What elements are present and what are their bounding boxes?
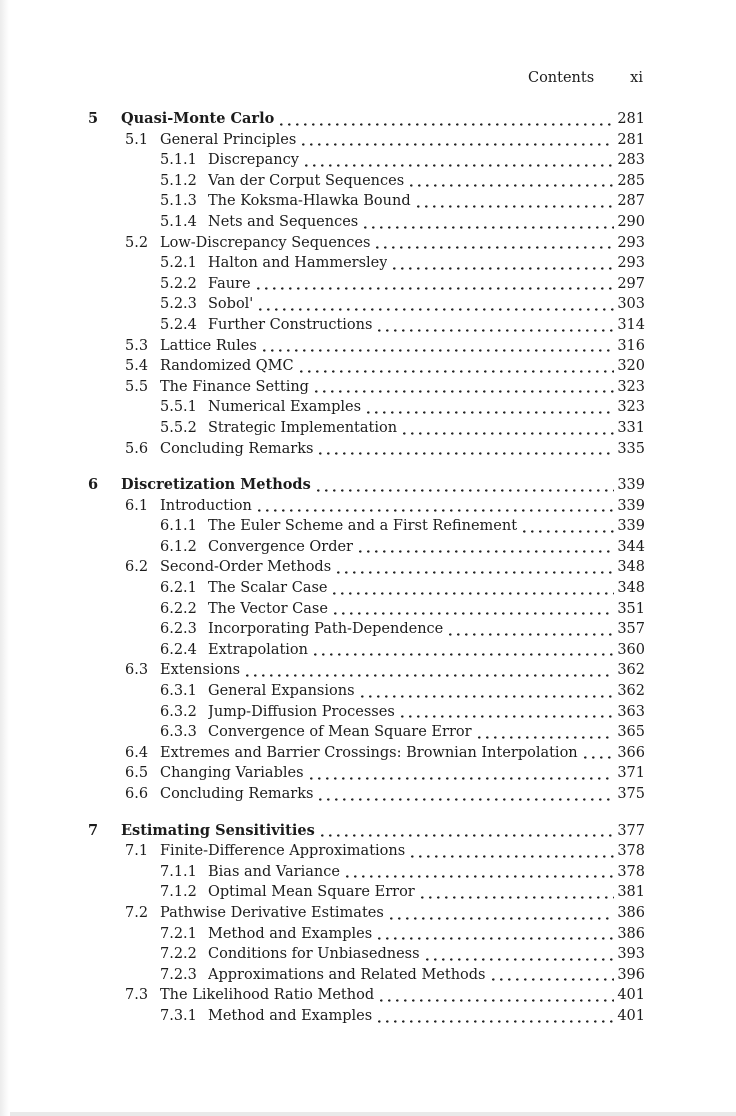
entry-page-number: 323 (617, 399, 645, 416)
entry-page-number: 339 (617, 477, 645, 494)
entry-page-number: 339 (617, 497, 645, 514)
entry-title: The Likelihood Ratio Method (160, 987, 375, 1004)
toc-entry (88, 418, 645, 439)
entry-number: 7.1.2 (160, 884, 197, 901)
entry-title: General Expansions (208, 683, 355, 700)
entry-title: Jump-Diffusion Processes (208, 703, 395, 720)
dot-leader (257, 274, 615, 295)
entry-number: 7.2 (125, 904, 149, 921)
entry-number: 5.1.3 (160, 193, 197, 210)
dot-leader (378, 315, 614, 336)
toc-entry (88, 862, 645, 883)
entry-page-number: 357 (617, 621, 645, 638)
entry-number: 7.2.3 (160, 966, 197, 983)
dot-leader (314, 640, 614, 661)
entry-number: 5.2.3 (160, 296, 197, 313)
dot-leader (380, 985, 614, 1006)
toc-entry (88, 294, 645, 315)
entry-title: Changing Variables (160, 765, 304, 782)
dot-leader (426, 944, 615, 965)
toc (88, 109, 645, 1027)
entry-page-number: 285 (617, 172, 645, 189)
dot-leader (523, 516, 614, 537)
toc-entry (88, 578, 645, 599)
dot-leader (305, 150, 614, 171)
entry-page-number: 348 (617, 580, 645, 597)
page-edge-shadow-left (0, 0, 9, 1116)
dot-leader (401, 702, 615, 723)
toc-entry (88, 702, 645, 723)
entry-number: 6.3 (125, 662, 149, 679)
chapter-block (88, 821, 645, 1027)
toc-entry (88, 439, 645, 460)
entry-number: 6.5 (125, 765, 149, 782)
entry-page-number: 281 (617, 131, 645, 148)
entry-page-number: 386 (617, 904, 645, 921)
toc-entry (88, 475, 645, 496)
entry-title: The Koksma-Hlawka Bound (208, 193, 411, 210)
entry-page-number: 335 (617, 440, 645, 457)
entry-title: The Finance Setting (160, 378, 309, 395)
entry-page-number: 362 (617, 662, 645, 679)
entry-page-number: 396 (617, 966, 645, 983)
entry-number: 7.2.2 (160, 946, 197, 963)
dot-leader (449, 619, 614, 640)
entry-number: 6.2.4 (160, 641, 197, 658)
toc-entry (88, 233, 645, 254)
dot-leader (310, 763, 615, 784)
entry-title: The Scalar Case (208, 580, 328, 597)
entry-title: Lattice Rules (160, 337, 257, 354)
toc-entry (88, 784, 645, 805)
dot-leader (393, 253, 614, 274)
dot-leader (302, 130, 614, 151)
dot-leader (258, 496, 614, 517)
dot-leader (317, 475, 615, 496)
entry-title: Introduction (160, 497, 252, 514)
entry-number: 5.5.1 (160, 399, 197, 416)
entry-page-number: 320 (617, 358, 645, 375)
entry-title: Finite-Difference Approximations (160, 843, 406, 860)
toc-entry (88, 397, 645, 418)
entry-number: 5.4 (125, 358, 149, 375)
entry-number: 5.1.4 (160, 213, 197, 230)
entry-title: Discrepancy (208, 152, 299, 169)
toc-entry (88, 253, 645, 274)
toc-entry (88, 109, 645, 130)
entry-page-number: 365 (617, 724, 645, 741)
dot-leader (584, 743, 615, 764)
entry-title: Halton and Hammersley (208, 255, 388, 272)
entry-page-number: 303 (617, 296, 645, 313)
entry-page-number: 371 (617, 765, 645, 782)
entry-page-number: 314 (617, 316, 645, 333)
entry-number: 6.2 (125, 559, 149, 576)
toc-entry (88, 821, 645, 842)
entry-title: Extensions (160, 662, 241, 679)
entry-page-number: 323 (617, 378, 645, 395)
toc-entry (88, 377, 645, 398)
entry-title: Convergence of Mean Square Error (208, 724, 472, 741)
toc-entry (88, 1006, 645, 1027)
dot-leader (376, 233, 614, 254)
entry-number: 6.3.3 (160, 724, 197, 741)
dot-leader (315, 377, 614, 398)
entry-title: Sobol' (208, 296, 254, 313)
entry-number: 6.2.1 (160, 580, 197, 597)
entry-page-number: 339 (617, 518, 645, 535)
entry-page-number: 362 (617, 683, 645, 700)
entry-number: 5.2.4 (160, 316, 197, 333)
toc-entry (88, 557, 645, 578)
dot-leader (319, 439, 614, 460)
entry-number: 6.2.2 (160, 600, 197, 617)
entry-page-number: 293 (617, 234, 645, 251)
entry-title: Approximations and Related Methods (208, 966, 486, 983)
entry-title: Concluding Remarks (160, 440, 314, 457)
entry-page-number: 401 (617, 987, 645, 1004)
entry-title: Conditions for Unbiasedness (208, 946, 420, 963)
chapter-block (88, 109, 645, 459)
toc-entry (88, 965, 645, 986)
toc-entry (88, 315, 645, 336)
entry-number: 5.5.2 (160, 419, 197, 436)
entry-number: 7.1 (125, 843, 149, 860)
entry-page-number: 401 (617, 1007, 645, 1024)
entry-page-number: 348 (617, 559, 645, 576)
entry-number: 5.1.1 (160, 152, 197, 169)
entry-page-number: 287 (617, 193, 645, 210)
toc-entry (88, 924, 645, 945)
entry-number: 6.1.1 (160, 518, 197, 535)
toc-entry (88, 191, 645, 212)
dot-leader (390, 903, 615, 924)
entry-page-number: 366 (617, 744, 645, 761)
dot-leader (246, 660, 614, 681)
running-head-title: Contents (527, 70, 595, 86)
entry-page-number: 360 (617, 641, 645, 658)
chapter-block (88, 475, 645, 805)
entry-title: Bias and Variance (208, 863, 340, 880)
entry-title: Further Constructions (208, 316, 373, 333)
entry-title: Method and Examples (208, 1007, 373, 1024)
entry-title: Numerical Examples (208, 399, 362, 416)
dot-leader (411, 841, 614, 862)
toc-entry (88, 537, 645, 558)
entry-number: 7.3.1 (160, 1007, 197, 1024)
entry-number: 6.1.2 (160, 538, 197, 555)
toc-entry (88, 944, 645, 965)
entry-title: Pathwise Derivative Estimates (160, 904, 384, 921)
entry-number: 6.1 (125, 497, 149, 514)
entry-title: Extrapolation (208, 641, 308, 658)
dot-leader (378, 924, 614, 945)
entry-number: 7 (88, 821, 99, 839)
dot-leader (410, 171, 614, 192)
entry-title: Randomized QMC (160, 358, 294, 375)
entry-page-number: 378 (617, 843, 645, 860)
entry-page-number: 378 (617, 863, 645, 880)
entry-title: Quasi-Monte Carlo (121, 110, 275, 127)
dot-leader (263, 336, 615, 357)
entry-title: Incorporating Path-Dependence (208, 621, 444, 638)
entry-title: Faure (208, 275, 251, 292)
entry-number: 5.5 (125, 378, 149, 395)
entry-title: The Vector Case (208, 600, 328, 617)
entry-number: 6 (88, 476, 99, 494)
toc-entry (88, 130, 645, 151)
toc-entry (88, 841, 645, 862)
dot-leader (367, 397, 614, 418)
toc-entry (88, 496, 645, 517)
entry-title: Optimal Mean Square Error (208, 884, 415, 901)
entry-number: 7.3 (125, 987, 149, 1004)
entry-title: Second-Order Methods (160, 559, 332, 576)
entry-number: 6.3.1 (160, 683, 197, 700)
dot-leader (280, 109, 614, 130)
toc-entry (88, 150, 645, 171)
dot-leader (321, 821, 615, 842)
entry-page-number: 344 (617, 538, 645, 555)
dot-leader (421, 882, 615, 903)
entry-title: Concluding Remarks (160, 786, 314, 802)
toc-entry (88, 599, 645, 620)
entry-page-number: 377 (617, 822, 645, 839)
toc-entry (88, 212, 645, 233)
entry-page-number: 386 (617, 925, 645, 942)
running-head (88, 70, 645, 87)
entry-page-number: 331 (617, 419, 645, 436)
entry-page-number: 381 (617, 884, 645, 901)
entry-number: 5.6 (125, 440, 149, 457)
entry-page-number: 290 (617, 213, 645, 230)
entry-number: 6.2.3 (160, 621, 197, 638)
entry-number: 6.3.2 (160, 703, 197, 720)
entry-title: Low-Discrepancy Sequences (160, 234, 371, 251)
entry-number: 5.2 (125, 234, 149, 251)
dot-leader (259, 294, 614, 315)
entry-page-number: 281 (617, 111, 645, 127)
entry-page-number: 316 (617, 337, 645, 354)
entry-title: Method and Examples (208, 925, 373, 942)
dot-leader (364, 212, 614, 233)
contents-page (88, 70, 645, 1027)
entry-number: 5.3 (125, 337, 149, 354)
entry-page-number: 293 (617, 255, 645, 272)
entry-number: 5.2.2 (160, 275, 197, 292)
toc-entry (88, 985, 645, 1006)
entry-number: 5.2.1 (160, 255, 197, 272)
entry-title: General Principles (160, 131, 297, 148)
dot-leader (378, 1006, 614, 1027)
dot-leader (333, 578, 614, 599)
toc-entry (88, 274, 645, 295)
toc-entry (88, 660, 645, 681)
entry-number: 5.1 (125, 131, 149, 148)
toc-entry (88, 336, 645, 357)
running-head-page-number: xi (630, 70, 643, 86)
entry-title: Convergence Order (208, 538, 353, 555)
toc-entry (88, 763, 645, 784)
toc-entry (88, 722, 645, 743)
entry-page-number: 363 (617, 703, 645, 720)
entry-title: Extremes and Barrier Crossings: Brownian Interpolation (160, 744, 578, 761)
dot-leader (361, 681, 615, 702)
entry-number: 6.6 (125, 786, 149, 802)
entry-number: 5.1.2 (160, 172, 197, 189)
entry-number: 7.1.1 (160, 863, 197, 880)
toc-entry (88, 903, 645, 924)
entry-page-number: 351 (617, 600, 645, 617)
toc-entry (88, 619, 645, 640)
entry-number: 7.2.1 (160, 925, 197, 942)
entry-page-number: 375 (617, 786, 645, 802)
dot-leader (359, 537, 614, 558)
dot-leader (403, 418, 614, 439)
toc-entry (88, 681, 645, 702)
dot-leader (337, 557, 614, 578)
page-edge-shadow-bottom (10, 1112, 736, 1116)
dot-leader (492, 965, 615, 986)
dot-leader (478, 722, 615, 743)
dot-leader (417, 191, 615, 212)
dot-leader (346, 862, 614, 883)
dot-leader (319, 784, 614, 805)
toc-entry (88, 516, 645, 537)
entry-title: Strategic Implementation (208, 419, 398, 436)
toc-entry (88, 743, 645, 764)
entry-number: 6.4 (125, 744, 149, 761)
entry-title: Discretization Methods (121, 476, 311, 494)
dot-leader (334, 599, 614, 620)
dot-leader (300, 356, 615, 377)
entry-number: 5 (88, 110, 99, 127)
entry-title: Van der Corput Sequences (208, 172, 405, 189)
toc-entry (88, 640, 645, 661)
entry-title: The Euler Scheme and a First Refinement (208, 518, 518, 535)
entry-page-number: 283 (617, 152, 645, 169)
entry-page-number: 393 (617, 946, 645, 963)
toc-entry (88, 171, 645, 192)
entry-title: Nets and Sequences (208, 213, 359, 230)
entry-title: Estimating Sensitivities (121, 821, 315, 839)
entry-page-number: 297 (617, 275, 645, 292)
toc-entry (88, 882, 645, 903)
toc-entry (88, 356, 645, 377)
